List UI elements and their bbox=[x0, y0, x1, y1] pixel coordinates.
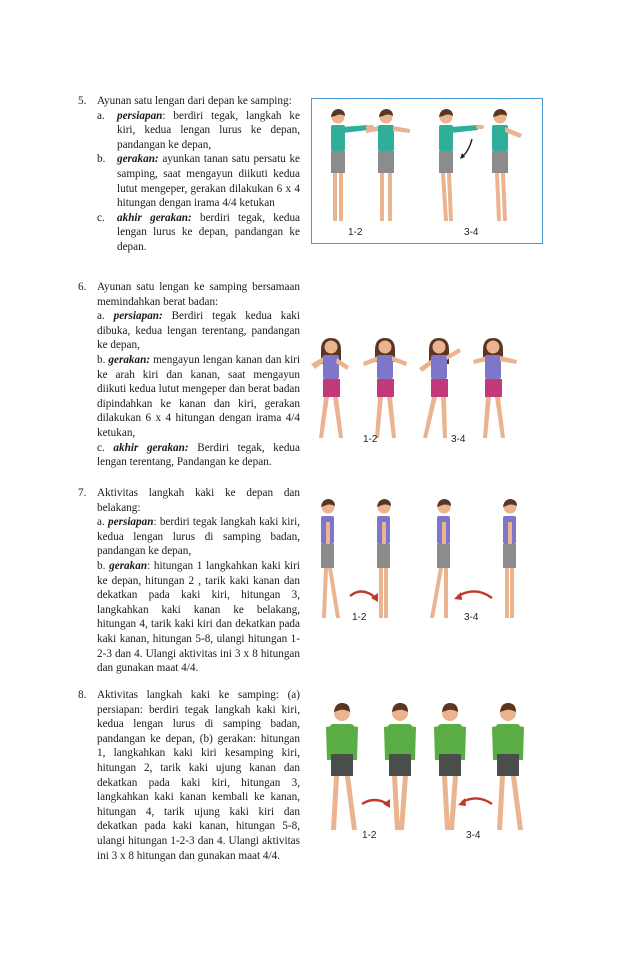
figure-person-1 bbox=[326, 703, 358, 830]
item-part-c: c. akhir gerakan: Berdiri tegak, kedua lengan terentang, Pandangan ke depan. bbox=[97, 441, 300, 469]
step-label-3-4: 3-4 bbox=[451, 434, 466, 445]
figure-person-2 bbox=[384, 703, 416, 830]
item-part-b: b. gerakan: mengayun lengan kanan dan kiri ke arah kiri dan kanan, saat mengayun diikuti kedua lutut mengeper dan berat badan dipindahkan ke kanan dan kiri, gerakan dilakukan 6 x 4 hitungan dengan irama 4/4 ketukan, bbox=[97, 353, 301, 439]
step-label-3-4: 3-4 bbox=[464, 612, 479, 623]
item-part-a: a. persiapan: Berdiri tegak kedua kaki dibuka, kedua lengan terentang, pandangan ke depan, bbox=[97, 310, 301, 352]
figure-person-4 bbox=[473, 338, 517, 438]
figure-person-3 bbox=[430, 499, 451, 618]
figure-person-4 bbox=[503, 499, 517, 618]
item-intro: Aktivitas langkah kaki ke depan dan belakang: bbox=[97, 487, 300, 514]
swing-arrow-icon bbox=[462, 139, 472, 157]
figure-step-forward-backward bbox=[310, 494, 532, 630]
step-label-1-2: 1-2 bbox=[363, 434, 378, 445]
item-part-b: b. gerakan: hitungan 1 langkahkan kaki kiri ke depan, hitungan 2 , tarik kaki kanan dan dekatkan pada kaki kiri, hitungan 3, langkahkan kaki kanan ke belakang, hitungan 4, tarik kaki kiri dan dekatkan pada kaki kanan, hitungan 5-8, ulangi hitungan 1-2-3 dan 4. Ulangi aktivitas ini 3 x 8 hitungan dan gunakan maat 4/4. bbox=[97, 559, 301, 675]
figure-person-2 bbox=[363, 338, 407, 438]
item-part-b: b. gerakan: ayunkan tanan satu persatu ke samping, saat mengayun diikuti kedua lutut mengeper, gerakan dilakukan 6 x 4 hitungan dengan irama 4/4 ketukan bbox=[97, 153, 300, 210]
item-part-c: c. akhir gerakan: berdiri tegak, kedua lengan lurus ke depan, pandangan ke depan. bbox=[97, 211, 300, 253]
item-intro: Ayunan satu lengan dari depan ke samping: bbox=[97, 95, 292, 107]
step-label-1-2: 1-2 bbox=[352, 612, 367, 623]
item-part-a: a. persiapan: berdiri tegak, langkah ke kiri, kedua lengan lurus ke depan, pandangan ke depan, bbox=[97, 109, 300, 151]
figure-person-3 bbox=[439, 109, 484, 221]
item-intro: Ayunan satu lengan ke samping bersamaan memindahkan berat badan: bbox=[97, 281, 300, 308]
step-label-3-4: 3-4 bbox=[466, 830, 481, 841]
item-text: Aktivitas langkah kaki ke samping: (a) persiapan: berdiri tegak langkah kaki kiri, kedua lengan lurus di samping badan, pandangan ke depan, (b) gerakan: hitungan 1, langkahkan kaki kiri kesamping kiri, hitungan 2, tarik kaki ujung kanan dan dekatkan pada kaki kiri, hitungan 3, langkahkan kaki kanan kembali ke kanan, hitungan 4, tarik ujung kaki kiri dan dekatkan pada kaki kanan, hitungan 5-8, ulangi hitungan 1-2-3 dan 4. Ulangi aktivitas ini 3 x 8 hitungan dan gunakan maat 4/4. bbox=[97, 689, 300, 862]
figure-person-3 bbox=[419, 338, 461, 438]
figure-person-1 bbox=[311, 338, 349, 438]
figure-person-3 bbox=[434, 703, 466, 830]
exercise-item-6 bbox=[78, 280, 300, 470]
figure-person-1 bbox=[331, 109, 374, 221]
step-arrow-right-icon bbox=[350, 591, 376, 598]
exercise-item-8 bbox=[78, 688, 300, 863]
figure-step-sideways bbox=[318, 700, 532, 844]
figure-person-2 bbox=[377, 499, 391, 618]
figure-person-4 bbox=[492, 703, 524, 830]
item-part-a: a. persiapan: berdiri tegak langkah kaki kiri, kedua lengan lurus di samping badan, pandangan ke depan, bbox=[97, 516, 300, 558]
item-number: 8. bbox=[78, 689, 87, 701]
step-arrow-left-icon bbox=[462, 798, 492, 804]
figure-person-1 bbox=[321, 499, 340, 618]
step-label-1-2: 1-2 bbox=[348, 227, 363, 238]
step-label-1-2: 1-2 bbox=[362, 830, 377, 841]
item-number: 6. bbox=[78, 281, 87, 293]
figure-arm-swing-front-side bbox=[311, 98, 543, 244]
exercise-item-7 bbox=[78, 486, 300, 676]
figure-arm-swing-weight-shift bbox=[305, 330, 525, 448]
step-label-3-4: 3-4 bbox=[464, 227, 479, 238]
exercise-item-5 bbox=[78, 94, 300, 255]
figure-person-4 bbox=[492, 109, 522, 221]
item-number: 7. bbox=[78, 487, 87, 499]
item-number: 5. bbox=[78, 95, 87, 107]
step-arrow-left-icon bbox=[458, 591, 492, 598]
